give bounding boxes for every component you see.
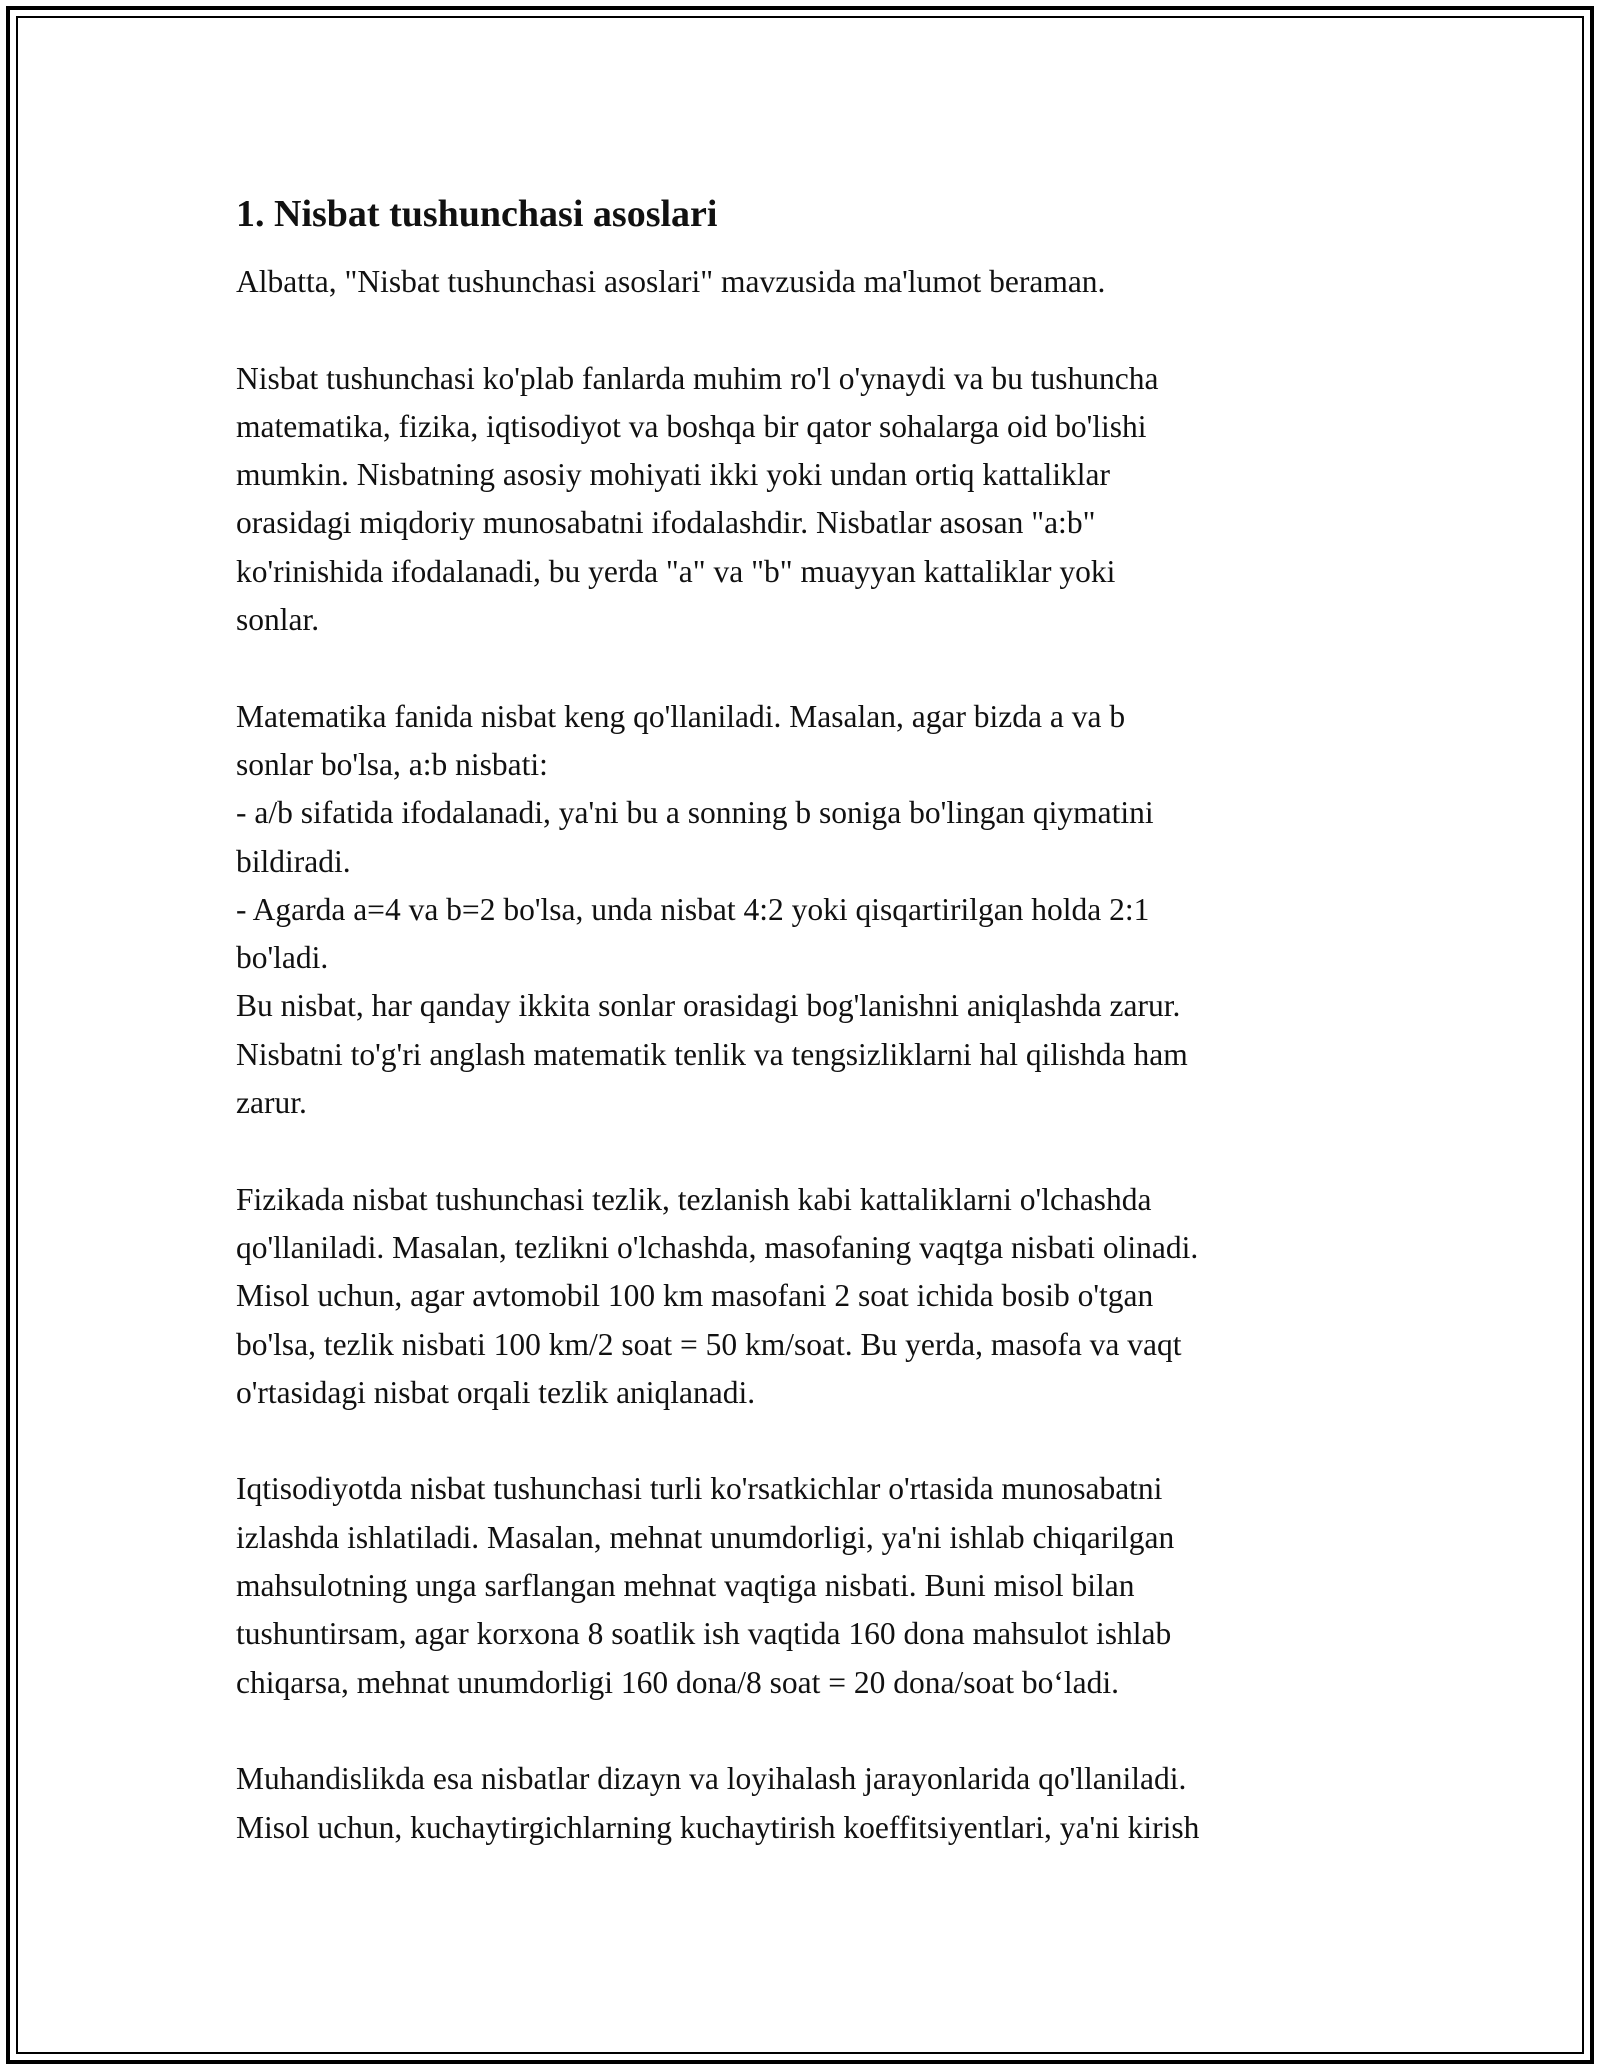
text-line: - a/b sifatida ifodalanadi, ya'ni bu a sonning b soniga bo'lingan qiymatini <box>236 795 1154 831</box>
text-line: Bu nisbat, har qanday ikkita sonlar orasidagi bog'lanishni aniqlashda zarur. <box>236 988 1181 1024</box>
text-line: izlashda ishlatiladi. Masalan, mehnat unumdorligi, ya'ni ishlab chiqarilgan <box>236 1519 1175 1555</box>
text-line: Iqtisodiyotda nisbat tushunchasi turli ko'rsatkichlar o'rtasida munosabatni <box>236 1471 1163 1507</box>
text-line: o'rtasidagi nisbat orqali tezlik aniqlanadi. <box>236 1374 756 1410</box>
text-line: Nisbatni to'g'ri anglash matematik tenlik va tengsizliklarni hal qilishda ham <box>236 1036 1188 1072</box>
text-line: Misol uchun, kuchaytirgichlarning kuchaytirish koeffitsiyentlari, ya'ni kirish <box>236 1809 1200 1845</box>
text-line: ko'rinishida ifodalanadi, bu yerda "a" va "b" muayyan kattaliklar yoki <box>236 553 1116 589</box>
text-line: bo'lsa, tezlik nisbati 100 km/2 soat = 50 km/soat. Bu yerda, masofa va vaqt <box>236 1326 1182 1362</box>
paragraph-intro <box>236 258 1366 306</box>
text-line: matematika, fizika, iqtisodiyot va boshqa bir qator sohalarga oid bo'lishi <box>236 408 1147 444</box>
text-line: chiqarsa, mehnat unumdorligi 160 dona/8 soat = 20 dona/soat bo‘ladi. <box>236 1664 1119 1700</box>
paragraph-engineering <box>236 1755 1366 1852</box>
text-line: sonlar. <box>236 602 320 638</box>
paragraph-mathematics <box>236 693 1366 1128</box>
text-line: bo'ladi. <box>236 940 329 976</box>
document-body <box>236 190 1366 1900</box>
text-line: Fizikada nisbat tushunchasi tezlik, tezlanish kabi kattaliklarni o'lchashda <box>236 1181 1152 1217</box>
text-line: tushuntirsam, agar korxona 8 soatlik ish vaqtida 160 dona mahsulot ishlab <box>236 1616 1172 1652</box>
document-title: 1. Nisbat tushunchasi asoslari <box>236 193 718 235</box>
text-line: qo'llaniladi. Masalan, tezlikni o'lchashda, masofaning vaqtga nisbati olinadi. <box>236 1229 1199 1265</box>
text-line: Misol uchun, agar avtomobil 100 km masofani 2 soat ichida bosib o'tgan <box>236 1278 1154 1314</box>
paragraph-physics <box>236 1176 1366 1417</box>
text-line: mumkin. Nisbatning asosiy mohiyati ikki yoki undan ortiq kattaliklar <box>236 457 1111 493</box>
paragraph-definition <box>236 355 1366 645</box>
text-line: - Agarda a=4 va b=2 bo'lsa, unda nisbat 4:2 yoki qisqartirilgan holda 2:1 <box>236 891 1150 927</box>
paragraph-economics <box>236 1465 1366 1706</box>
text-line: Nisbat tushunchasi ko'plab fanlarda muhim ro'l o'ynaydi va bu tushuncha <box>236 360 1159 396</box>
text-line: zarur. <box>236 1085 307 1121</box>
text-line: Albatta, "Nisbat tushunchasi asoslari" mavzusida ma'lumot beraman. <box>236 264 1106 299</box>
text-line: orasidagi miqdoriy munosabatni ifodalashdir. Nisbatlar asosan "a:b" <box>236 505 1096 541</box>
text-line: sonlar bo'lsa, a:b nisbati: <box>236 746 548 782</box>
text-line: bildiradi. <box>236 843 351 879</box>
text-line: Matematika fanida nisbat keng qo'llaniladi. Masalan, agar bizda a va b <box>236 698 1126 734</box>
text-line: Muhandislikda esa nisbatlar dizayn va loyihalash jarayonlarida qo'llaniladi. <box>236 1761 1187 1797</box>
text-line: mahsulotning unga sarflangan mehnat vaqtiga nisbati. Buni misol bilan <box>236 1568 1135 1604</box>
